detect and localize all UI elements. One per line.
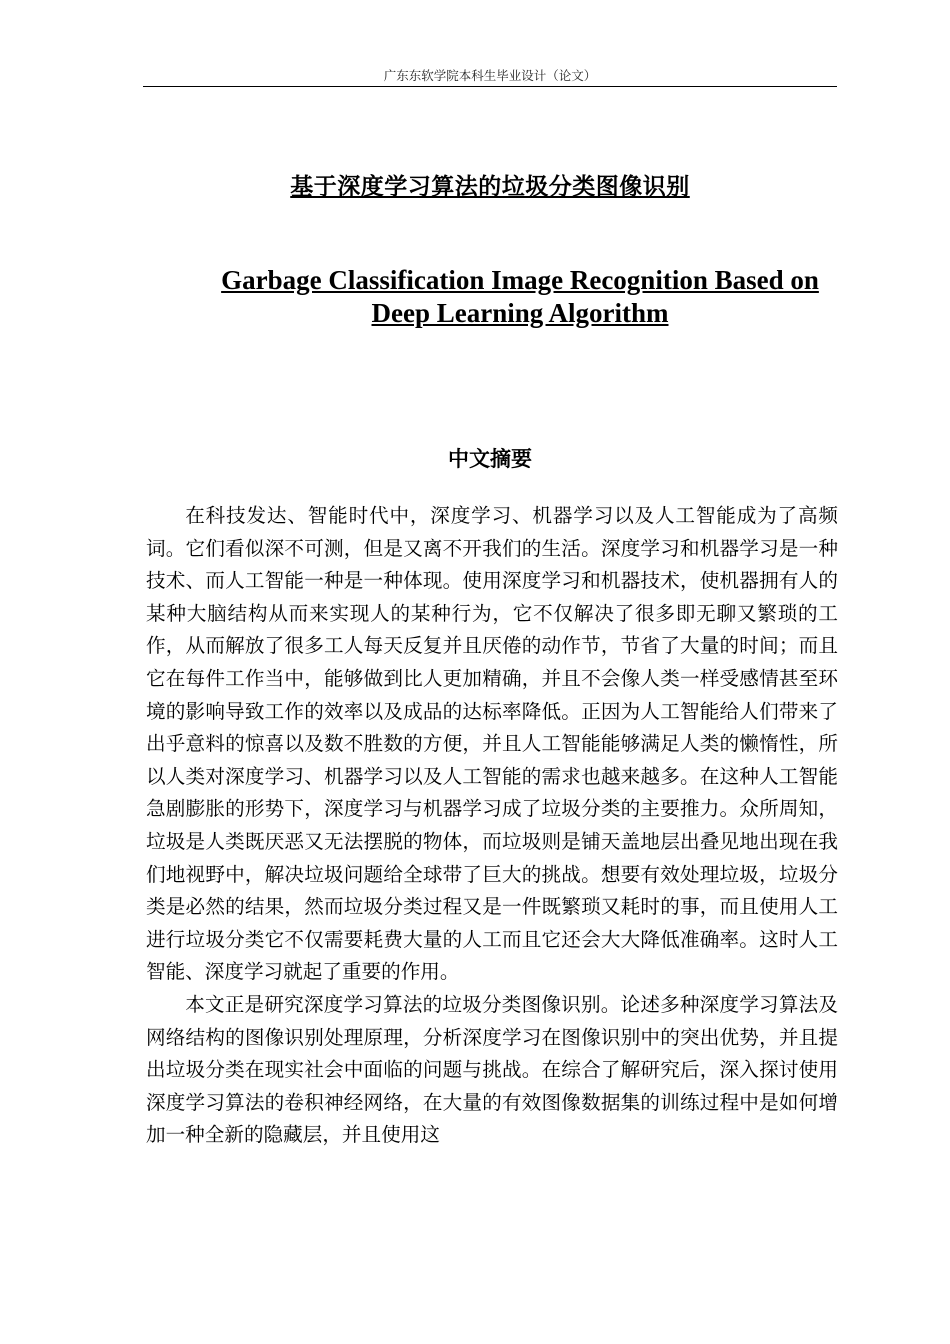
abstract-paragraph-2: 本文正是研究深度学习算法的垃圾分类图像识别。论述多种深度学习算法及网络结构的图像识别处理原理，分析深度学习在图像识别中的突出优势，并且提出垃圾分类在现实社会中面临的问题与挑战。在综合了解研究后，深入探讨使用深度学习算法的卷积神经网络，在大量的有效图像数据集的训练过程中是如何增加一种全新的隐藏层，并且使用这 — [146, 992, 838, 1147]
abstract-body — [146, 500, 838, 1152]
chinese-title: 基于深度学习算法的垃圾分类图像识别 — [290, 174, 690, 200]
abstract-heading: 中文摘要 — [448, 447, 532, 471]
english-title: Garbage Classification Image Recognition Based on Deep Learning Algorithm — [221, 265, 819, 328]
abstract-paragraph-1: 在科技发达、智能时代中，深度学习、机器学习以及人工智能成为了高频词。它们看似深不可测，但是又离不开我们的生活。深度学习和机器学习是一种技术、而人工智能一种是一种体现。使用深度学习和机器技术，使机器拥有人的某种大脑结构从而来实现人的某种行为，它不仅解决了很多即无聊又繁琐的工作，从而解放了很多工人每天反复并且厌倦的动作节，节省了大量的时间；而且它在每件工作当中，能够做到比人更加精确，并且不会像人类一样受感情甚至环境的影响导致工作的效率以及成品的达标率降低。正因为人工智能给人们带来了出乎意料的惊喜以及数不胜数的方便，并且人工智能能够满足人类的懒惰性，所以人类对深度学习、机器学习以及人工智能的需求也越来越多。在这种人工智能急剧膨胀的形势下，深度学习与机器学习成了垃圾分类的主要推力。众所周知，垃圾是人类既厌恶又无法摆脱的物体，而垃圾则是铺天盖地层出叠见地出现在我们地视野中，解决垃圾问题给全球带了巨大的挑战。想要有效处理垃圾，垃圾分类是必然的结果，然而垃圾分类过程又是一件既繁琐又耗时的事，而且使用人工进行垃圾分类它不仅需要耗费大量的人工而且它还会大大降低准确率。这时人工智能、深度学习就起了重要的作用。 — [146, 504, 838, 984]
running-header: 广东东软学院本科生毕业设计（论文） — [383, 68, 597, 83]
header-rule — [143, 86, 837, 87]
